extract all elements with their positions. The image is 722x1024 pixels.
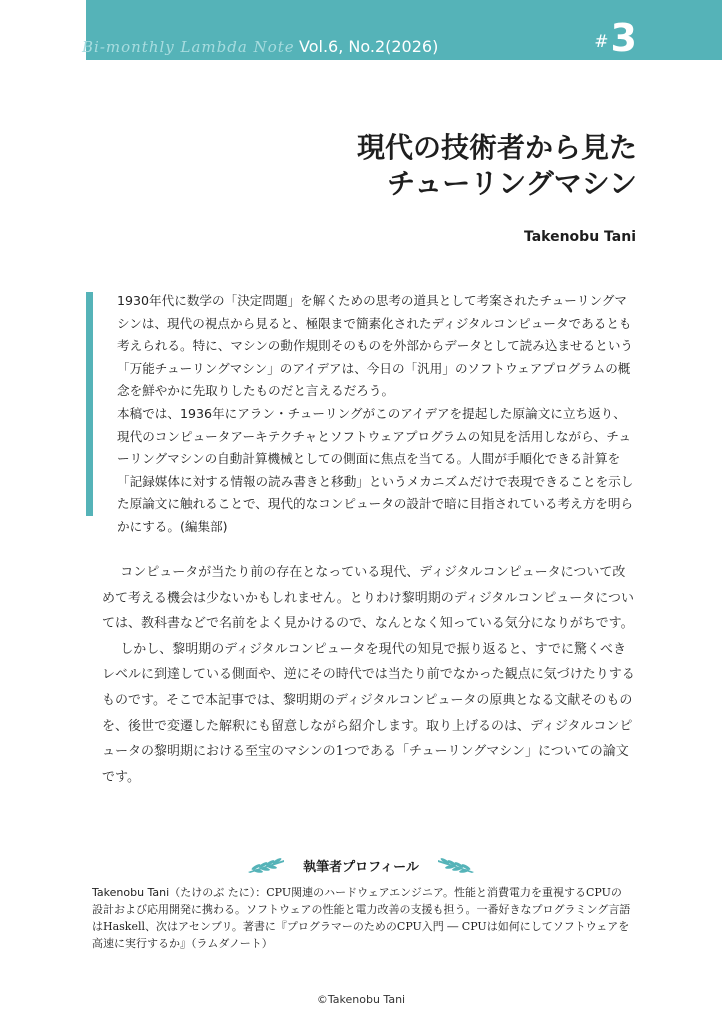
profile-text [92,884,632,952]
title-line-2: チューリングマシン [387,167,637,200]
copyright-footer: ©Takenobu Tani [316,993,406,1006]
abstract-accent-bar [86,292,93,516]
profile-heading-label: 執筆者プロフィール [303,860,419,875]
profile-name: Takenobu Tani（たけのぶ たに） [92,886,256,899]
title-line-1: 現代の技術者から見た [356,131,637,164]
right-wing-icon [436,858,476,874]
article-title [357,130,637,202]
issue-hash: # [594,32,609,52]
article-body [102,560,637,790]
issue-digit: 3 [610,16,637,60]
body-paragraph-1: コンピュータが当たり前の存在となっている現代、ディジタルコンピュータについて改めて考える機会は少ないかもしれません。とりわけ黎明期のディジタルコンピュータについては、教科書などで名前をよく見かけるので、なんとなく知っている気分になりがちです。 [102,565,634,632]
series-name: Bi-monthly Lambda Note [82,38,295,56]
abstract [117,290,637,539]
body-paragraph-2: しかし、黎明期のディジタルコンピュータを現代の知見で振り返ると、すでに驚くべきレベルに到達している側面や、逆にその時代では当たり前でなかった観点に気づけたりするものです。そこで本記事では、黎明期のディジタルコンピュータの原典となる文献そのものを、後世で変遷した解釈にも留意しながら紹介します。取り上げるのは、ディジタルコンピュータの黎明期における至宝のマシンの1つである「チューリングマシン」についての論文です。 [102,641,635,785]
volume-label: Vol.6, No.2(2026) [299,37,439,56]
abstract-paragraph-1: 1930年代に数学の「決定問題」を解くための思考の道具として考案されたチューリングマシンは、現代の視点から見ると、極限まで簡素化されたディジタルコンピュータであるとも考えられる。特に、マシンの動作規則そのものを外部からデータとして読み込ませるという「万能チューリングマシン」のアイデアは、今日の「汎用」のソフトウェアプログラムの概念を鮮やかに先取りしたものだと言えるだろう。 [117,293,634,399]
author-name: Takenobu Tani [523,229,636,245]
left-wing-icon [246,858,286,874]
profile-heading [0,855,722,875]
abstract-paragraph-2: 本稿では、1936年にアラン・チューリングがこのアイデアを提起した原論文に立ち返り、現代のコンピュータアーキテクチャとソフトウェアプログラムの知見を活用しながら、チューリングマシンの自動計算機械としての側面に焦点を当てる。人間が手順化できる計算を「記録媒体に対する情報の読み書きと移動」というメカニズムだけで表現できることを示した原論文に触れることで、現代的なコンピュータの設計で暗に目指されている考え方を明らかにする。(編集部) [117,405,634,534]
issue-number [594,18,637,58]
profile-description: ：CPU関連のハードウェアエンジニア。性能と消費電力を重視するCPUの設計および応用開発に携わる。ソフトウェアの性能と電力改善の支援も担う。一番好きなプログラミング言語はHaskell、次はアセンブリ。著書に『プログラマーのためのCPU入門 ― CPUは如何にしてソフトウェアを高速に実行するか』（ラムダノート） [92,886,631,950]
